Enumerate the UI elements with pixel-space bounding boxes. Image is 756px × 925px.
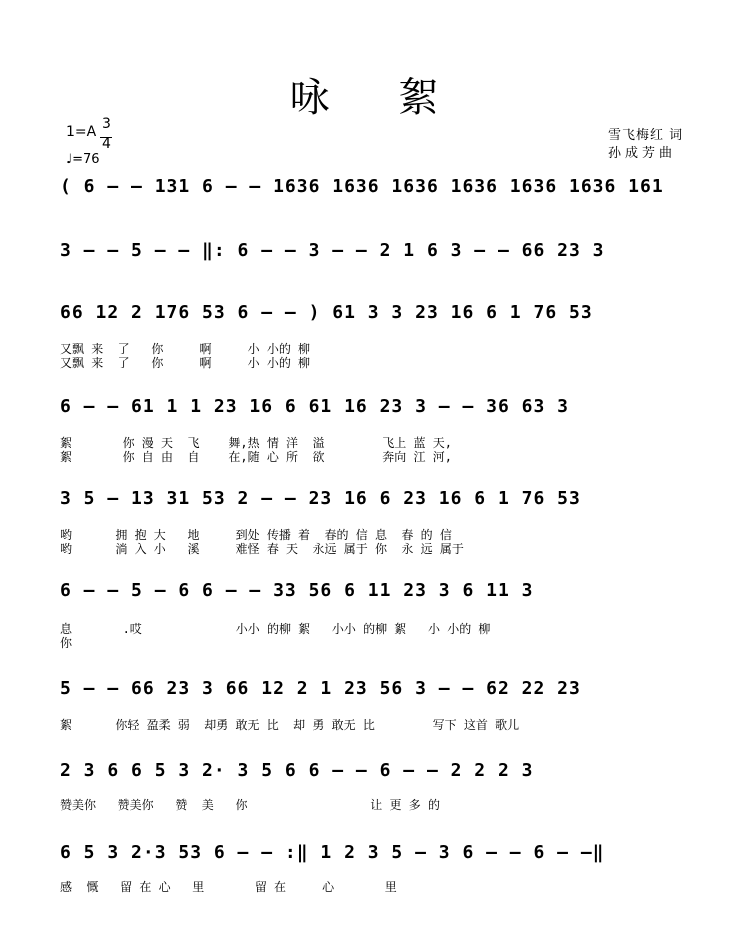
score-row-8 <box>60 760 710 812</box>
notation-line: 3 5 – 13 31 53 2 – – 23 16 6 23 16 6 1 76 53 <box>60 488 581 509</box>
score-row-5 <box>60 488 710 556</box>
score-row-9 <box>60 842 710 894</box>
lyric-line-2: 你 <box>60 636 73 650</box>
song-title: 咏 絮 <box>289 75 467 121</box>
lyric-line-2: 哟 淌 入 小 溪 难怪 春 天 永远 属于 你 永 远 属于 <box>60 542 464 556</box>
notation-line: 6 – – 61 1 1 23 16 6 61 16 23 3 – – 36 63 3 <box>60 396 569 417</box>
lyric-line-1: 絮 你轻 盈柔 弱 却勇 敢无 比 却 勇 敢无 比 写下 这首 歌儿 <box>60 718 520 732</box>
notation-line: 5 – – 66 23 3 66 12 2 1 23 56 3 – – 62 22 23 <box>60 678 581 699</box>
tempo-marking: ♩=76 <box>66 152 100 167</box>
lyric-line-1: 感 慨 留 在 心 里 留 在 心 里 <box>60 880 397 894</box>
notation-line: 6 – – 5 – 6 6 – – 33 56 6 11 23 3 6 11 3 <box>60 580 534 601</box>
score-row-7 <box>60 678 710 732</box>
composer-credit: 孙成芳曲 <box>608 146 677 161</box>
lyric-line-1: 絮 你 漫 天 飞 舞,热 情 洋 溢 飞上 蓝 天, <box>60 436 452 450</box>
score-row-4 <box>60 396 710 464</box>
key-signature: 1=A <box>66 124 97 140</box>
score-row-1 <box>60 176 710 206</box>
lyricist-credit: 雪飞梅红 词 <box>608 128 684 143</box>
notation-line: 3 – – 5 – – ‖: 6 – – 3 – – 2 1 6 3 – – 66 23 3 <box>60 240 605 261</box>
lyric-line-2: 絮 你 自 由 自 在,随 心 所 欲 奔向 江 河, <box>60 450 452 464</box>
lyric-line-1: 又飘 来 了 你 啊 小 小的 柳 <box>60 342 311 356</box>
score-row-3 <box>60 302 710 370</box>
notation-line: ( 6 – – 131 6 – – 1636 1636 1636 1636 1636 1636 161 <box>60 176 664 197</box>
time-signature-top: 3 <box>102 116 111 132</box>
notation-line: 6 5 3 2·3 53 6 – – :‖ 1 2 3 5 – 3 6 – – 6 – –‖ <box>60 842 605 863</box>
lyric-line-2: 又飘 来 了 你 啊 小 小的 柳 <box>60 356 311 370</box>
notation-line: 66 12 2 176 53 6 – – ) 61 3 3 23 16 6 1 76 53 <box>60 302 593 323</box>
notation-line: 2 3 6 6 5 3 2· 3 5 6 6 – – 6 – – 2 2 2 3 <box>60 760 534 781</box>
score-row-2 <box>60 240 710 270</box>
lyric-line-1: 赞美你 赞美你 赞 美 你 让 更 多 的 <box>60 798 440 812</box>
lyric-line-1: 息 .哎 小小 的柳 絮 小小 的柳 絮 小 小的 柳 <box>60 622 491 636</box>
lyric-line-1: 哟 拥 抱 大 地 到处 传播 着 春的 信 息 春 的 信 <box>60 528 452 542</box>
time-signature-bottom: 4 <box>102 136 111 152</box>
score-row-6 <box>60 580 710 650</box>
